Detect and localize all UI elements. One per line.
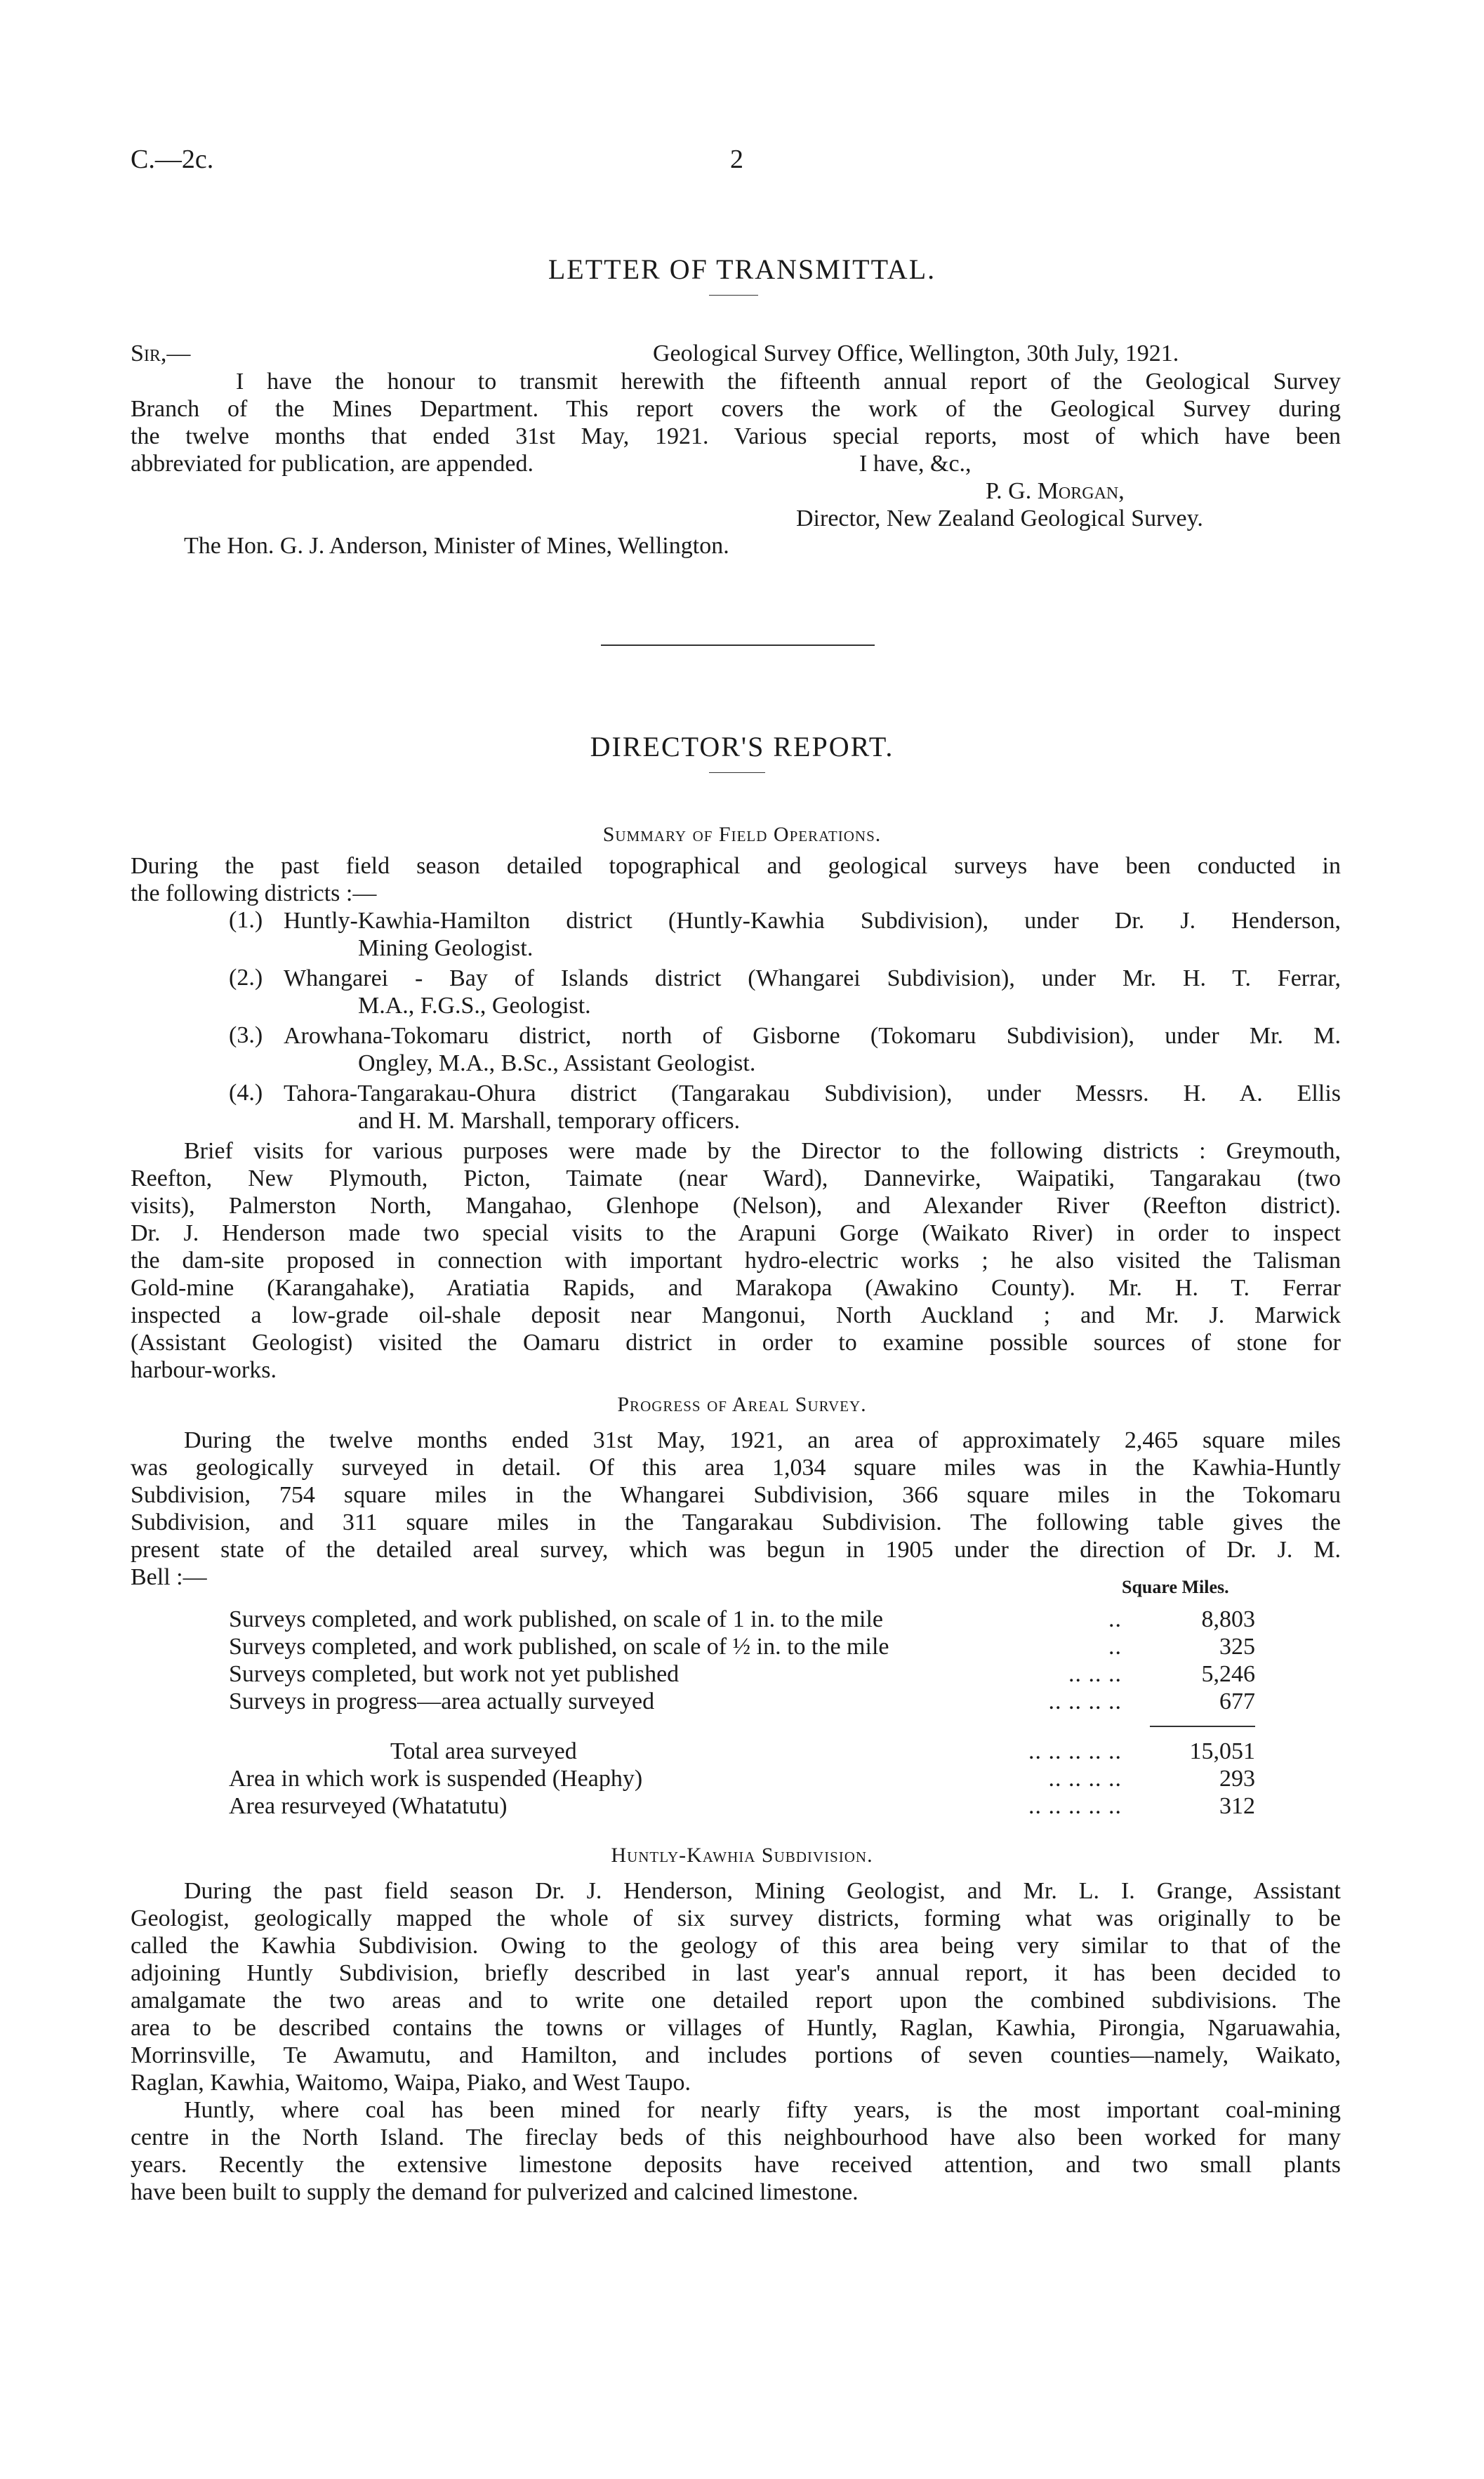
title-divider [709,295,758,296]
section-divider [601,644,875,646]
visits-line: inspected a low-grade oil-shale deposit near Mangonui, North Auckland ; and Mr. J. Marwick [131,1302,1341,1328]
row-label: Area in which work is suspended (Heaphy) [229,1766,643,1792]
visits-line: (Assistant Geologist) visited the Oamaru district in order to examine possible sources of stone for [131,1330,1341,1356]
table-row [229,1606,1255,1633]
row-leaders: .. .. .. .. [1048,1688,1122,1714]
addressee: The Hon. G. J. Anderson, Minister of Mines, Wellington. [184,533,729,559]
district-item: Ongley, M.A., B.Sc., Assistant Geologist. [358,1050,756,1076]
row-value: 293 [1219,1766,1255,1792]
district-item: M.A., F.G.S., Geologist. [358,993,591,1019]
huntly-line: adjoining Huntly Subdivision, briefly described in last year's annual report, it has been decided to [131,1960,1341,1986]
table-row [229,1661,1255,1688]
total-label: Total area surveyed [390,1738,577,1764]
intro-line: the following districts :— [131,880,377,906]
total-value: 15,051 [1189,1738,1255,1764]
page-number: 2 [730,145,743,174]
district-item: and H. M. Marshall, temporary officers. [358,1108,741,1134]
progress-line: present state of the detailed areal survey, which was begun in 1905 under the direction of Dr. J. M. [131,1537,1341,1563]
visits-line: harbour-works. [131,1357,277,1383]
row-leaders: .. .. .. .. .. [1028,1738,1122,1764]
table-total-row [229,1738,1255,1765]
intro-line: During the past field season detailed topographical and geological surveys have been conducted in [131,853,1341,879]
huntly-line: Raglan, Kawhia, Waitomo, Waipa, Piako, and West Taupo. [131,2070,691,2096]
huntly-line: Huntly, where coal has been mined for nearly fifty years, is the most important coal-mining [184,2097,1341,2123]
report-title: DIRECTOR'S REPORT. [590,731,894,762]
visits-line: Gold-mine (Karangahake), Aratiatia Rapids, and Marakopa (Awakino County). Mr. H. T. Ferrar [131,1275,1341,1301]
huntly-line: During the past field season Dr. J. Henderson, Mining Geologist, and Mr. L. I. Grange, Assistant [184,1878,1341,1904]
row-label: Surveys completed, and work published, on scale of ½ in. to the mile [229,1634,889,1660]
progress-heading: Progress of Areal Survey. [617,1393,867,1416]
visits-line: Dr. J. Henderson made two special visits to the Arapuni Gorge (Waikato River) in order to inspect [131,1220,1341,1246]
huntly-line: Morrinsville, Te Awamutu, and Hamilton, and includes portions of seven counties—namely, Waikato, [131,2042,1341,2068]
visits-line: visits), Palmerston North, Mangahao, Glenhope (Nelson), and Alexander River (Reefton district). [131,1193,1341,1219]
salutation: Sir,— [131,341,191,366]
row-value: 8,803 [1201,1606,1255,1632]
huntly-line: years. Recently the extensive limestone deposits have received attention, and two small plants [131,2152,1341,2178]
row-label: Surveys completed, but work not yet published [229,1661,680,1687]
progress-line: Subdivision, 754 square miles in the Whangarei Subdivision, 366 square miles in the Tokomaru [131,1482,1341,1508]
table-row [229,1793,1255,1820]
row-value: 312 [1219,1793,1255,1819]
district-number: (3.) [229,1022,263,1048]
row-leaders: .. .. .. .. .. [1028,1793,1122,1819]
huntly-line: called the Kawhia Subdivision. Owing to the geology of this area being very similar to that of the [131,1933,1341,1959]
huntly-line: have been built to supply the demand for pulverized and calcined limestone. [131,2179,859,2205]
row-value: 325 [1219,1634,1255,1660]
signatory-title: Director, New Zealand Geological Survey. [796,505,1203,531]
document-code: C.—2c. [131,145,214,174]
letter-closing: I have, &c., [859,451,972,477]
huntly-line: Geologist, geologically mapped the whole of six survey districts, forming what was originally to be [131,1905,1341,1931]
letter-body-line: the twelve months that ended 31st May, 1921. Various special reports, most of which have been [131,423,1341,449]
progress-line: was geologically surveyed in detail. Of this area 1,034 square miles was in the Kawhia-Huntly [131,1455,1341,1481]
total-rule [1150,1726,1255,1727]
district-number: (2.) [229,965,263,991]
progress-line: Subdivision, and 311 square miles in the Tangarakau Subdivision. The following table gives the [131,1509,1341,1535]
row-leaders: .. .. .. .. [1048,1766,1122,1792]
visits-line: Brief visits for various purposes were made by the Director to the following districts : Greymouth, [184,1138,1341,1164]
row-leaders: .. .. .. [1068,1661,1122,1687]
huntly-heading: Huntly-Kawhia Subdivision. [611,1844,873,1867]
row-label: Surveys in progress—area actually surveyed [229,1688,655,1714]
row-value: 677 [1219,1688,1255,1714]
progress-line: Bell :— [131,1564,207,1590]
district-item: Huntly-Kawhia-Hamilton district (Huntly-Kawhia Subdivision), under Dr. J. Henderson, [284,908,1341,934]
letter-body-line: abbreviated for publication, are appended. [131,451,534,477]
row-label: Surveys completed, and work published, on scale of 1 in. to the mile [229,1606,883,1632]
district-item: Arowhana-Tokomaru district, north of Gisborne (Tokomaru Subdivision), under Mr. M. [284,1023,1341,1049]
district-item: Mining Geologist. [358,935,534,961]
district-item: Tahora-Tangarakau-Ohura district (Tangarakau Subdivision), under Messrs. H. A. Ellis [284,1080,1341,1106]
summary-heading: Summary of Field Operations. [602,823,882,846]
progress-line: During the twelve months ended 31st May, 1921, an area of approximately 2,465 square miles [184,1427,1341,1453]
huntly-line: area to be described contains the towns or villages of Huntly, Raglan, Kawhia, Pirongia, Ngaruawahia, [131,2015,1341,2041]
district-item: Whangarei - Bay of Islands district (Whangarei Subdivision), under Mr. H. T. Ferrar, [284,965,1341,991]
letter-title: LETTER OF TRANSMITTAL. [548,253,936,285]
district-number: (1.) [229,907,263,933]
row-leaders: .. [1108,1634,1122,1660]
visits-line: the dam-site proposed in connection with important hydro-electric works ; he also visited the Talisman [131,1248,1341,1274]
signatory-name: P. G. Morgan, [986,478,1125,504]
dateline: Geological Survey Office, Wellington, 30th July, 1921. [653,341,1179,366]
row-leaders: .. [1108,1606,1122,1632]
title-divider [709,772,765,773]
letter-body-line: I have the honour to transmit herewith the fifteenth annual report of the Geological Survey [236,369,1341,395]
district-number: (4.) [229,1080,263,1106]
table-unit-header: Square Miles. [1122,1577,1229,1597]
table-row [229,1688,1255,1715]
row-label: Area resurveyed (Whatatutu) [229,1793,508,1819]
letter-body-line: Branch of the Mines Department. This report covers the work of the Geological Survey during [131,396,1341,422]
table-row [229,1766,1255,1792]
huntly-line: centre in the North Island. The fireclay beds of this neighbourhood have also been worked for many [131,2124,1341,2150]
row-value: 5,246 [1201,1661,1255,1687]
visits-line: Reefton, New Plymouth, Picton, Taimate (near Ward), Dannevirke, Waipatiki, Tangarakau (two [131,1165,1341,1191]
huntly-line: amalgamate the two areas and to write one detailed report upon the combined subdivisions. The [131,1988,1341,2014]
table-row [229,1634,1255,1660]
